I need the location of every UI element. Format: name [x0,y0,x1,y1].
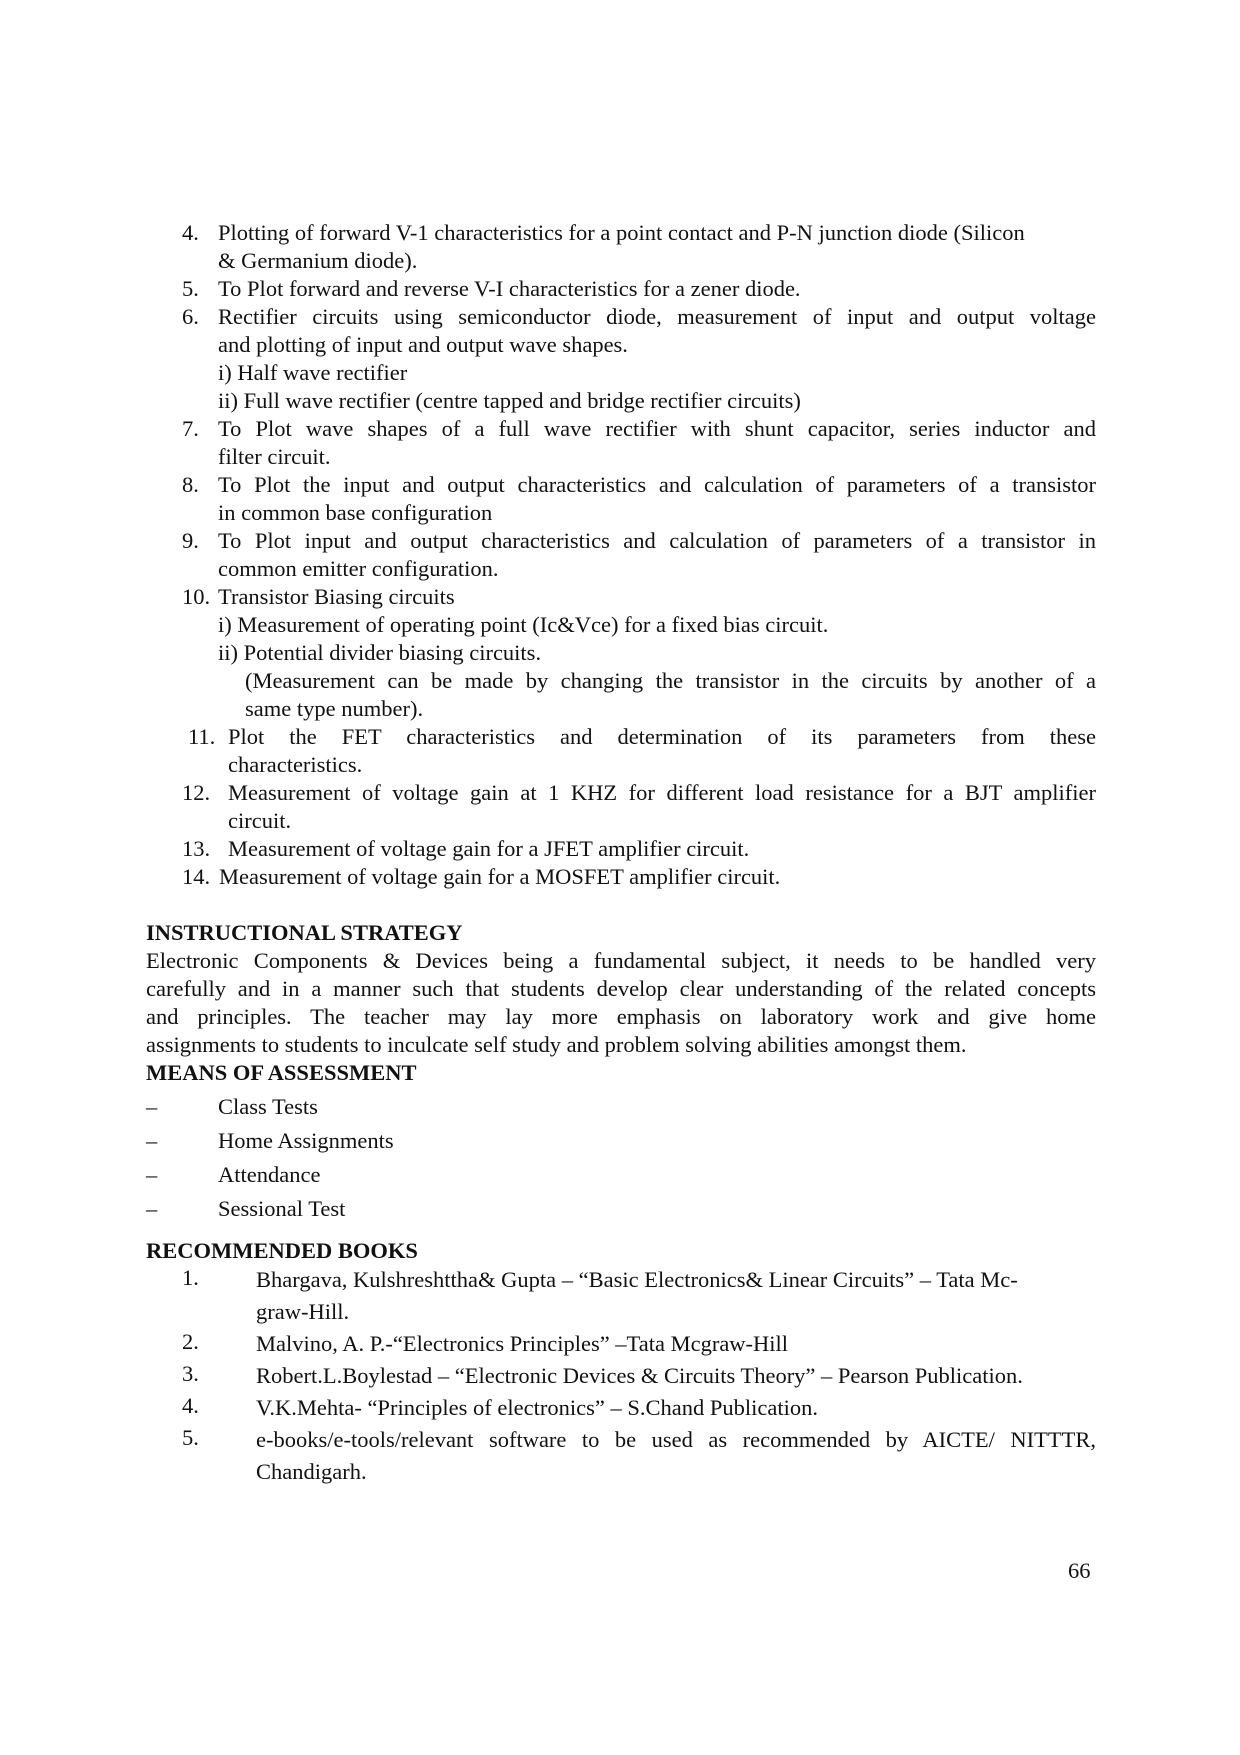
list-item-note: (Measurement can be made by changing the transistor in the circuits by another of a [245,668,1096,693]
list-item-text: Measurement of voltage gain at 1 KHZ for different load resistance for a BJT amplifier [228,780,1096,805]
list-item [256,1392,1096,1424]
list-item-text: To Plot wave shapes of a full wave rectifier with shunt capacitor, series inductor and [218,416,1096,441]
list-item [218,471,1096,527]
book-text: Malvino, A. P.-“Electronics Principles” –Tata Mcgraw-Hill [256,1331,789,1356]
list-item-number: 4. [182,220,199,245]
list-item-text: Measurement of voltage gain for a JFET amplifier circuit. [228,836,750,861]
list-item-text: Measurement of voltage gain for a MOSFET amplifier circuit. [219,864,781,889]
book-text: Bhargava, Kulshreshttha& Gupta – “Basic Electronics& Linear Circuits” – Tata Mc- [256,1267,1018,1292]
list-item-subtext: i) Half wave rectifier [218,360,408,385]
paragraph-line: and principles. The teacher may lay more emphasis on laboratory work and give home [146,1004,1096,1029]
list-item-subtext: ii) Full wave rectifier (centre tapped and bridge rectifier circuits) [218,388,801,413]
list-item-text: To Plot input and output characteristics and calculation of parameters of a transistor in [218,528,1096,553]
list-item-text: & Germanium diode). [218,248,418,273]
list-item-number: 8. [182,472,199,497]
list-item [218,527,1096,583]
list-item [256,1328,1096,1360]
list-item [228,779,1096,835]
instructional-strategy-paragraph [146,947,1096,1059]
list-item [218,275,1096,303]
list-item-number: 10. [182,584,211,609]
book-number: 5. [182,1425,199,1450]
list-item: Sessional Test [218,1196,346,1221]
book-number: 3. [182,1361,199,1386]
list-item [256,1360,1096,1392]
list-item-number: 14. [182,864,211,889]
list-item [218,303,1096,415]
list-item-note: same type number). [245,696,424,721]
list-item-number: 7. [182,416,199,441]
list-item-number: 9. [182,528,199,553]
list-item-text: To Plot the input and output characteristics and calculation of parameters of a transistor [218,472,1096,497]
list-item-number: 13. [182,836,211,861]
list-item-text: Plot the FET characteristics and determination of its parameters from these [228,724,1096,749]
paragraph-line: Electronic Components & Devices being a fundamental subject, it needs to be handled very [146,948,1096,973]
paragraph-line: assignments to students to inculcate self study and problem solving abilities amongst them. [146,1032,967,1057]
paragraph-line: carefully and in a manner such that students develop clear understanding of the related concepts [146,976,1096,1001]
page-number: 66 [1068,1558,1091,1583]
list-item-number: 11. [188,724,216,749]
list-item-text: characteristics. [228,752,363,777]
list-item-text: common emitter configuration. [218,556,499,581]
list-item-text: and plotting of input and output wave shapes. [218,332,628,357]
bullet-dash: – [146,1196,158,1221]
list-item [228,835,1096,863]
list-item: Attendance [218,1162,321,1187]
list-item [256,1424,1096,1488]
list-item [219,863,1096,891]
book-number: 1. [182,1265,199,1290]
list-item-text: in common base configuration [218,500,493,525]
bullet-dash: – [146,1128,158,1153]
list-item-text: filter circuit. [218,444,331,469]
list-item [228,723,1096,779]
list-item-text: Rectifier circuits using semiconductor diode, measurement of input and output voltage [218,304,1096,329]
list-item-text: Plotting of forward V-1 characteristics for a point contact and P-N junction diode (Silicon [218,220,1025,245]
section-heading-instructional-strategy: INSTRUCTIONAL STRATEGY [146,920,463,945]
bullet-dash: – [146,1162,158,1187]
list-item-subtext: i) Measurement of operating point (Ic&Vce) for a fixed bias circuit. [218,612,829,637]
list-item-subtext: ii) Potential divider biasing circuits. [218,640,542,665]
list-item-number: 12. [182,780,211,805]
list-item [218,415,1096,471]
list-item-text: circuit. [228,808,292,833]
book-text: graw-Hill. [256,1299,350,1324]
book-number: 2. [182,1329,199,1354]
list-item-text: To Plot forward and reverse V-I characteristics for a zener diode. [218,276,801,301]
book-text: Chandigarh. [256,1459,367,1484]
list-item [256,1264,1096,1328]
list-item [218,219,1096,275]
book-text: V.K.Mehta- “Principles of electronics” – S.Chand Publication. [256,1395,818,1420]
list-item: Home Assignments [218,1128,394,1153]
list-item-number: 6. [182,304,199,329]
section-heading-means-of-assessment: MEANS OF ASSESSMENT [146,1060,417,1085]
list-item-number: 5. [182,276,199,301]
book-text: Robert.L.Boylestad – “Electronic Devices & Circuits Theory” – Pearson Publication. [256,1363,1023,1388]
list-item: Class Tests [218,1094,318,1119]
book-text: e-books/e-tools/relevant software to be used as recommended by AICTE/ NITTTR, [256,1427,1096,1452]
book-number: 4. [182,1393,199,1418]
list-item [218,583,1096,723]
bullet-dash: – [146,1094,158,1119]
section-heading-recommended-books: RECOMMENDED BOOKS [146,1238,418,1263]
list-item-text: Transistor Biasing circuits [218,584,455,609]
